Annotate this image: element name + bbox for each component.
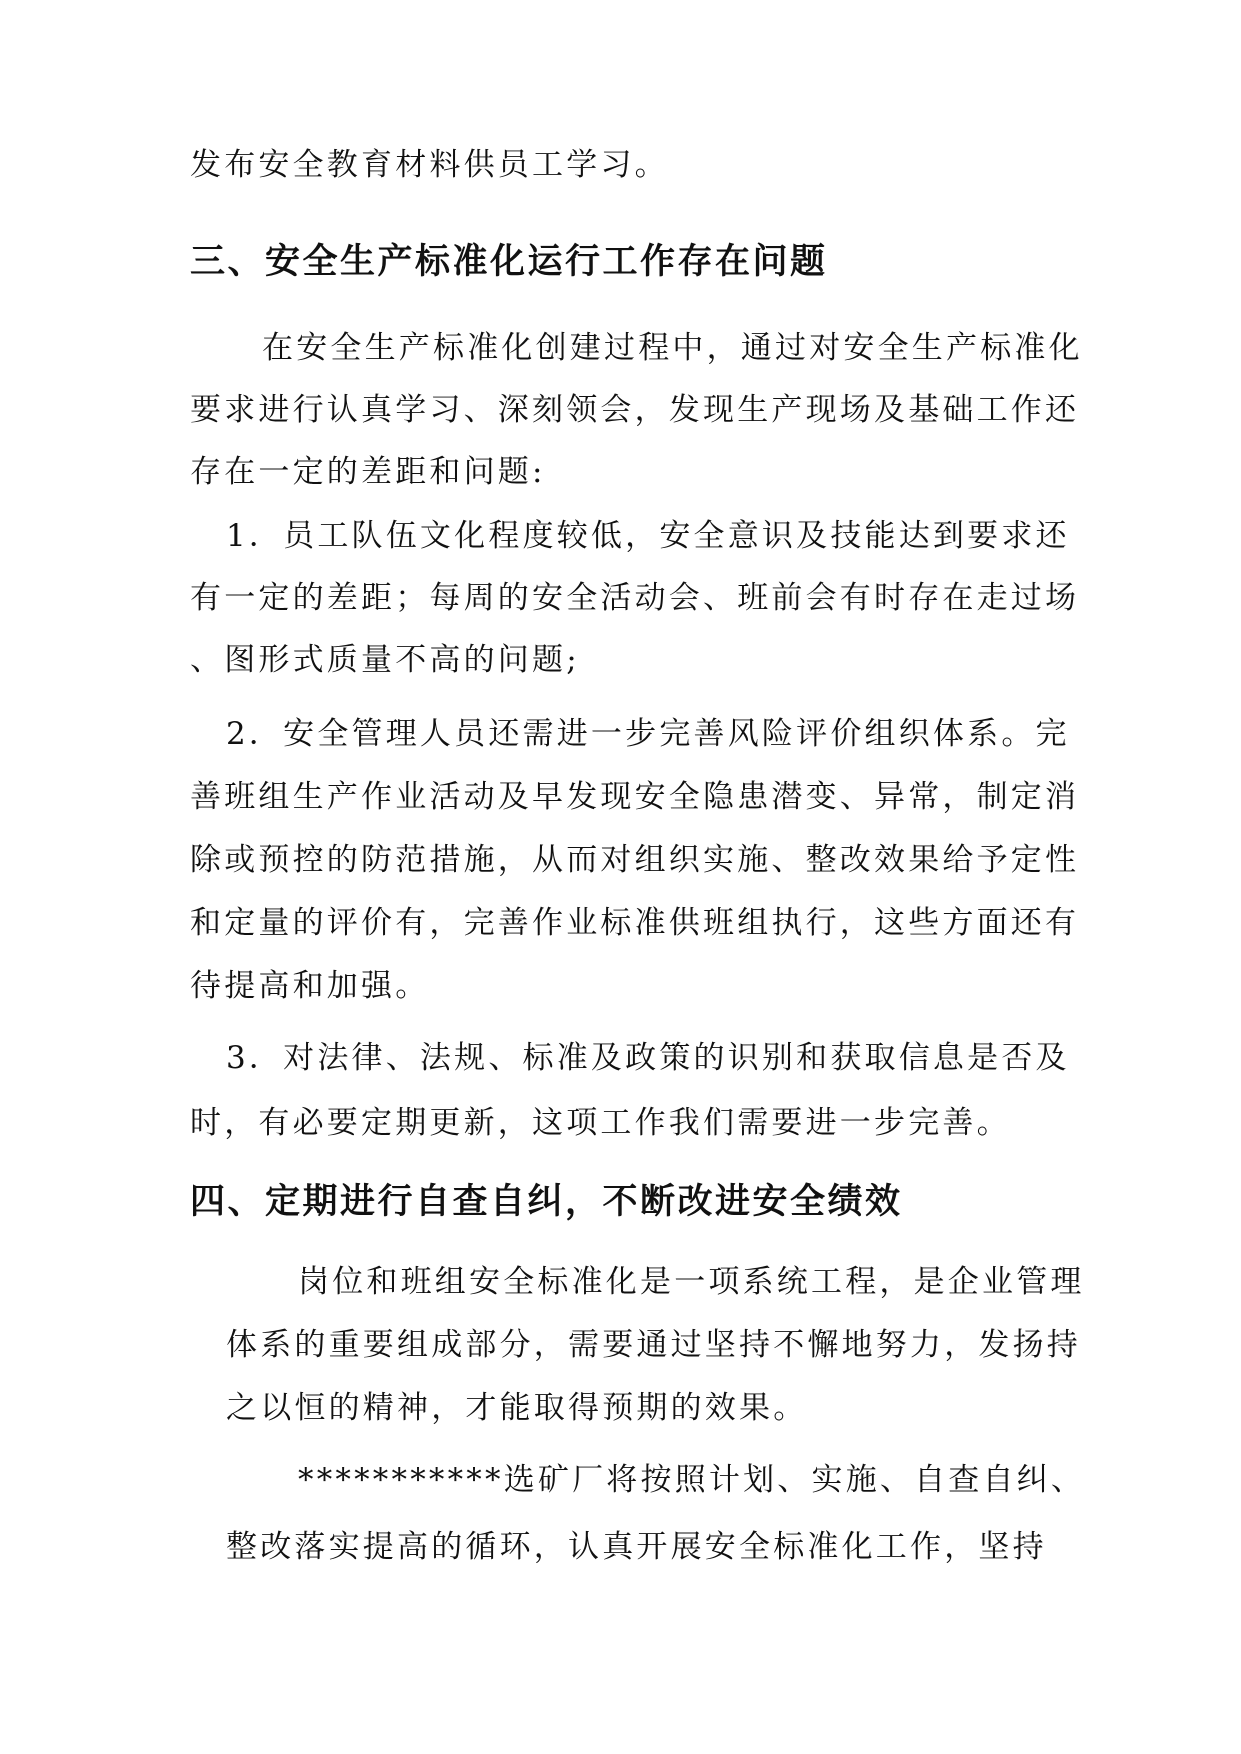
paragraph-line: 整改落实提高的循环，认真开展安全标准化工作，坚持 — [226, 1529, 1047, 1565]
paragraph-line: 要求进行认真学习、深刻领会，发现生产现场及基础工作还 — [190, 392, 1080, 428]
paragraph-line: 之以恒的精神，才能取得预期的效果。 — [226, 1390, 808, 1426]
list-item-line: 3．对法律、法规、标准及政策的识别和获取信息是否及 — [226, 1040, 1070, 1076]
list-item-line: 时，有必要定期更新，这项工作我们需要进一步完善。 — [190, 1105, 1011, 1141]
section-heading-4: 四、定期进行自查自纠，不断改进安全绩效 — [190, 1182, 903, 1222]
list-item-line: 除或预控的防范措施，从而对组织实施、整改效果给予定性 — [190, 842, 1080, 878]
list-item-line: 善班组生产作业活动及早发现安全隐患潜变、异常，制定消 — [190, 779, 1080, 815]
list-item-line: 、图形式质量不高的问题; — [190, 642, 580, 678]
list-item-line: 和定量的评价有，完善作业标准供班组执行，这些方面还有 — [190, 905, 1080, 941]
list-item-line: 1．员工队伍文化程度较低，安全意识及技能达到要求还 — [226, 518, 1070, 554]
section-heading-3: 三、安全生产标准化运行工作存在问题 — [190, 242, 828, 282]
paragraph-line: ***********选矿厂将按照计划、实施、自查自纠、 — [298, 1462, 1086, 1498]
paragraph-line: 体系的重要组成部分，需要通过坚持不懈地努力，发扬持 — [226, 1327, 1081, 1363]
list-item-line: 有一定的差距；每周的安全活动会、班前会有时存在走过场 — [190, 580, 1080, 616]
paragraph-line: 在安全生产标准化创建过程中，通过对安全生产标准化 — [262, 330, 1083, 366]
list-item-line: 待提高和加强。 — [190, 968, 430, 1004]
paragraph-line: 存在一定的差距和问题: — [190, 454, 546, 490]
paragraph-line: 发布安全教育材料供员工学习。 — [190, 147, 669, 183]
paragraph-line: 岗位和班组安全标准化是一项系统工程，是企业管理 — [298, 1264, 1085, 1300]
list-item-line: 2．安全管理人员还需进一步完善风险评价组织体系。完 — [226, 716, 1070, 752]
